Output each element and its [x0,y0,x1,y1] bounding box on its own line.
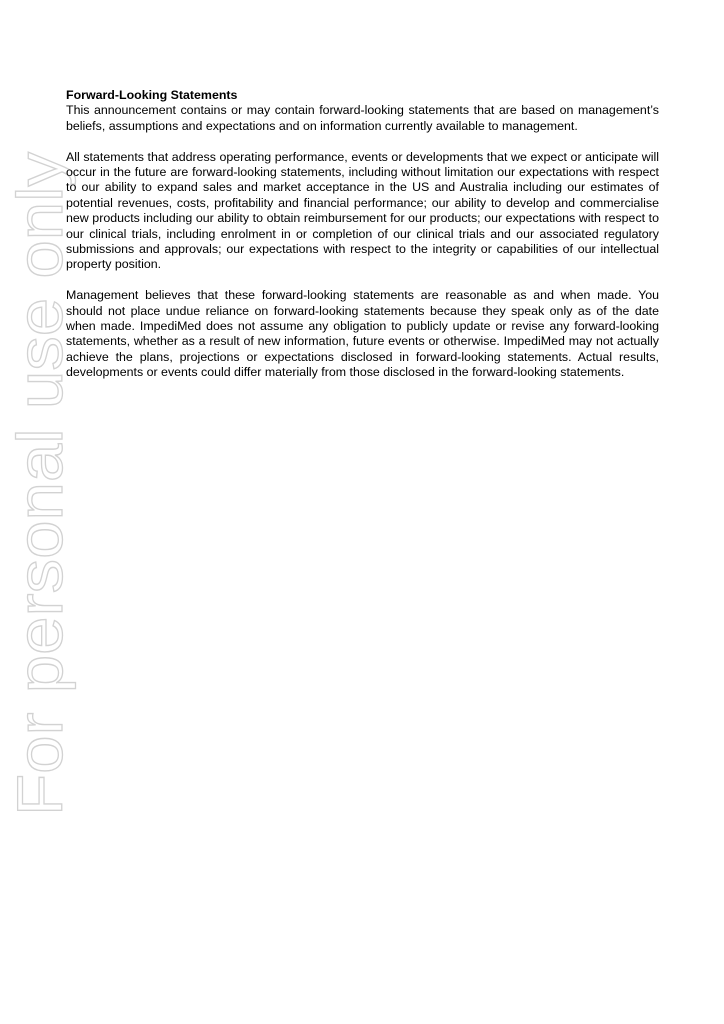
paragraph-intro: This announcement contains or may contain forward-looking statements that are based on management’s beliefs, assumptions and expectations and on information currently available to management. [66,103,659,133]
section-heading: Forward-Looking Statements [66,88,238,102]
forward-looking-statements-section [66,88,659,396]
paragraph-statements: All statements that address operating performance, events or developments that we expect or anticipate will occur in the future are forward-looking statements, including without limitation our expectations with respect to our ability to expand sales and market acceptance in the US and Australia including our estimates of potential revenues, costs, profitability and financial performance; our ability to develop and commercialise new products including our ability to obtain reimbursement for our products; our expectations with respect to our clinical trials, including enrolment in or completion of our clinical trials and our associated regulatory submissions and approvals; our expectations with respect to the integrity or capabilities of our intellectual property position. [66,149,659,272]
paragraph-management: Management believes that these forward-looking statements are reasonable as and when made. You should not place undue reliance on forward-looking statements because they speak only as of the date when made. ImpediMed does not assume any obligation to publicly update or revise any forward-looking statements, whether as a result of new information, future events or otherwise. ImpediMed may not actually achieve the plans, projections or expectations disclosed in forward-looking statements. Actual results, developments or events could differ materially from those disclosed in the forward-looking statements. [66,288,659,380]
watermark-text: For personal use only [4,200,76,816]
